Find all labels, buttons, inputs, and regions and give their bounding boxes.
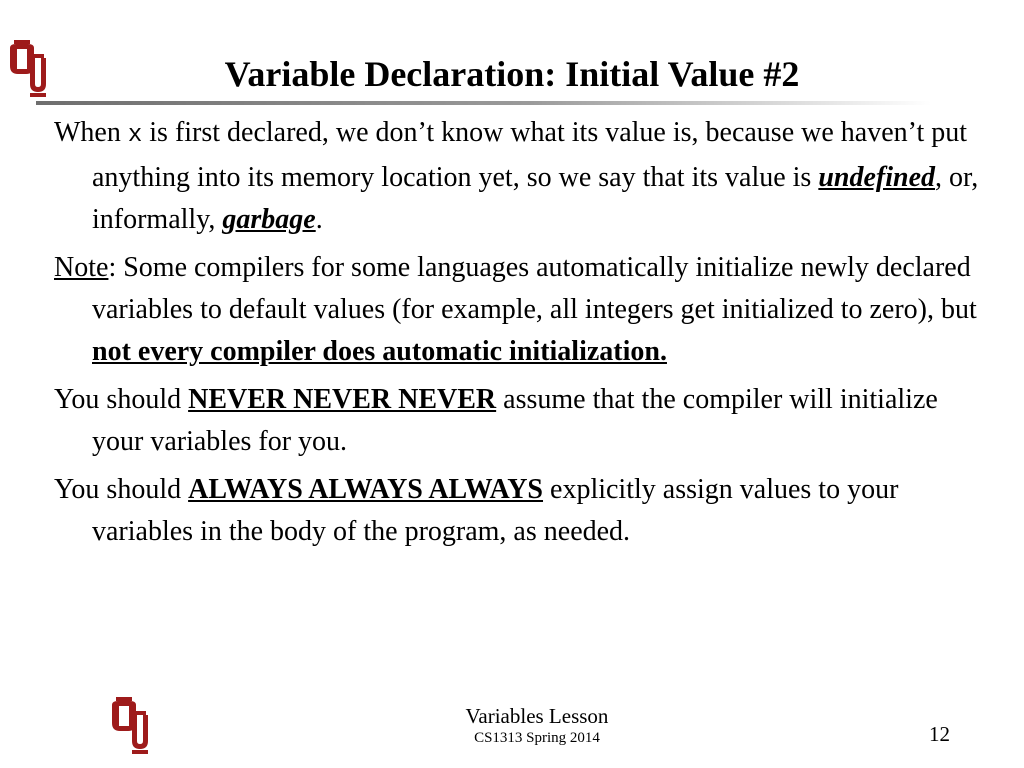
emphasis-never: NEVER NEVER NEVER (188, 384, 497, 415)
paragraph-note (54, 247, 984, 373)
code-variable: x (127, 122, 143, 149)
text-segment: , or, informally, (92, 162, 979, 235)
text-segment: You should (54, 384, 189, 415)
paragraph-always (54, 469, 984, 553)
title-divider (36, 101, 931, 105)
text-segment: is first declared, we don’t know what its value is, because we haven’t put anything into its memory location yet, so we say that its value is (92, 117, 968, 193)
emphasis-not-every-compiler: not every compiler does automatic initialization. (92, 336, 667, 367)
paragraph-never (54, 379, 984, 463)
paragraph-undefined-value (54, 112, 984, 241)
note-label: Note (54, 252, 109, 283)
text-segment: . (315, 204, 323, 235)
text-segment: When (54, 117, 128, 148)
emphasis-garbage: garbage (222, 204, 316, 235)
emphasis-undefined: undefined (818, 162, 936, 193)
text-segment: explicitly assign values to your variables in the body of the program, as needed. (92, 474, 899, 547)
text-segment: You should (54, 474, 189, 505)
footer-course: CS1313 Spring 2014 (474, 730, 600, 746)
slide-title: Variable Declaration: Initial Value #2 (224, 54, 800, 94)
footer-caption (0, 704, 1024, 748)
emphasis-always: ALWAYS ALWAYS ALWAYS (188, 474, 544, 505)
page-number: 12 (929, 722, 950, 746)
text-segment: : Some compilers for some languages automatically initialize newly declared variables to default values (for example, all integers get initialized to zero), but (92, 252, 977, 325)
text-segment: assume that the compiler will initialize your variables for you. (92, 384, 938, 457)
footer-lesson-title: Variables Lesson (465, 704, 609, 728)
slide-body (54, 112, 984, 559)
